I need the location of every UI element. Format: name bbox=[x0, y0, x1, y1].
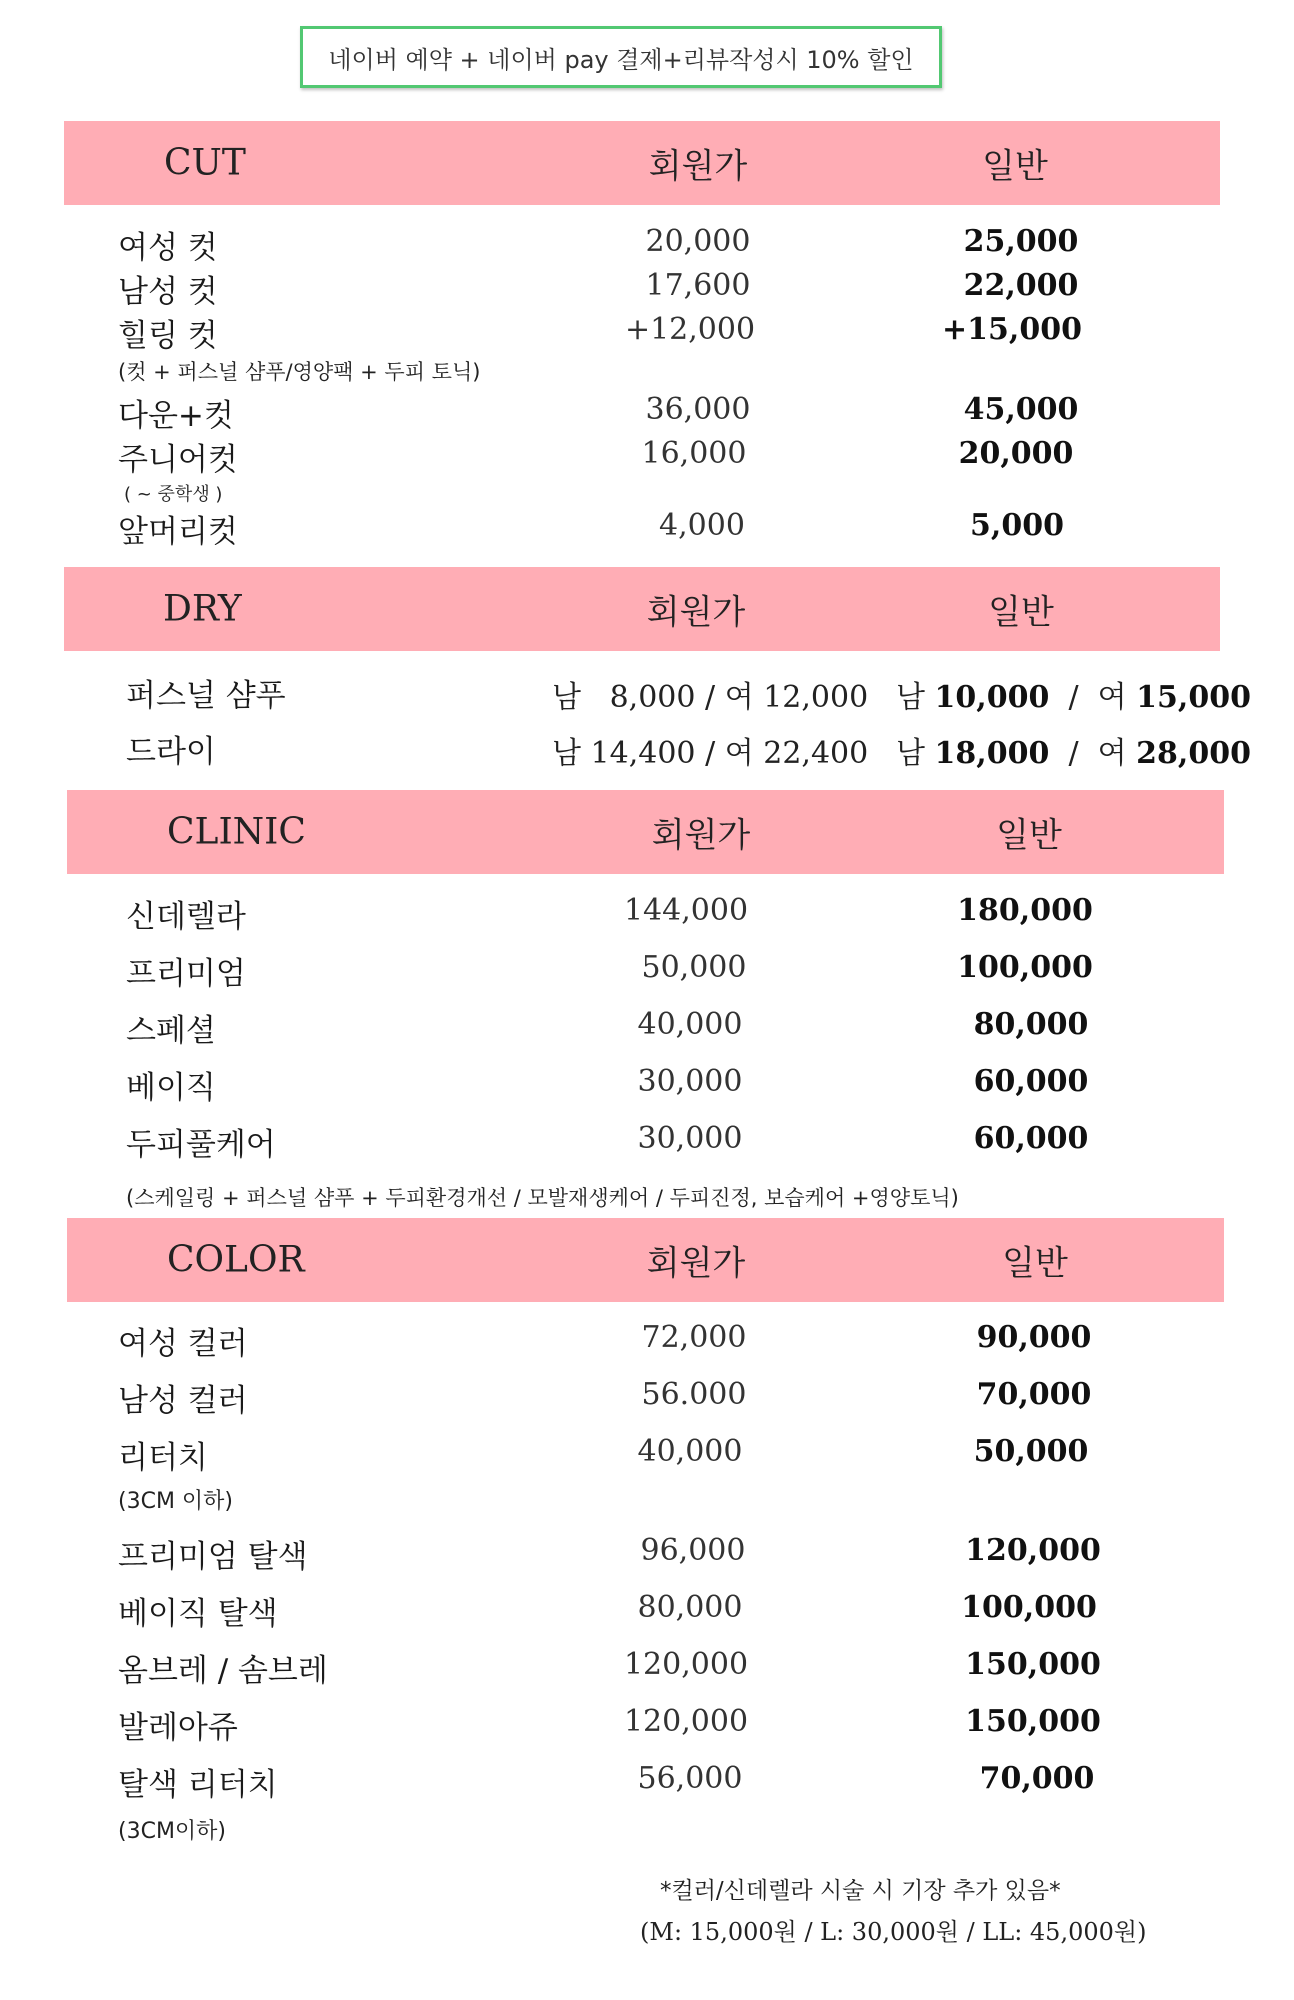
regular-price-gender bbox=[896, 728, 1251, 772]
price-row bbox=[0, 726, 1294, 770]
separator: / bbox=[1068, 680, 1079, 715]
service-note: (3CM이하) bbox=[118, 1819, 227, 1844]
regular-price: 70,000 bbox=[976, 1377, 1092, 1412]
male-label: 남 bbox=[896, 680, 925, 715]
service-note: ( ~ 중학생 ) bbox=[124, 484, 223, 505]
male-price: 14,400 bbox=[590, 736, 696, 771]
member-price: 72,000 bbox=[641, 1320, 747, 1355]
male-price: 18,000 bbox=[934, 736, 1050, 771]
regular-price: 22,000 bbox=[963, 268, 1079, 303]
regular-price: 20,000 bbox=[958, 436, 1074, 471]
price-row bbox=[0, 1588, 1294, 1632]
male-label: 남 bbox=[552, 736, 581, 771]
section-title: COLOR bbox=[167, 1239, 305, 1281]
member-price-header: 회원가 bbox=[646, 592, 746, 633]
female-price: 22,400 bbox=[763, 736, 869, 771]
male-label: 남 bbox=[552, 680, 581, 715]
service-note: (스케일링 + 퍼스널 샴푸 + 두피환경개선 / 모발재생케어 / 두피진정, 보습케어 +영양토닉) bbox=[126, 1186, 959, 1210]
service-note: (3CM 이하) bbox=[118, 1489, 234, 1514]
member-price: 144,000 bbox=[623, 893, 749, 928]
member-price: 40,000 bbox=[637, 1434, 743, 1469]
female-label: 여 bbox=[724, 736, 754, 771]
price-row bbox=[0, 1318, 1294, 1362]
service-name: 프리미엄 탈색 bbox=[118, 1539, 308, 1575]
price-row bbox=[0, 434, 1294, 478]
service-name: 남성 컬러 bbox=[118, 1383, 248, 1419]
female-label: 여 bbox=[1097, 736, 1127, 771]
price-row bbox=[0, 1062, 1294, 1106]
service-name: 두피풀케어 bbox=[126, 1127, 276, 1163]
regular-price-gender bbox=[896, 672, 1251, 716]
price-row bbox=[0, 310, 1294, 354]
regular-price: 50,000 bbox=[973, 1434, 1089, 1469]
regular-price: 150,000 bbox=[965, 1647, 1101, 1682]
member-price: 50,000 bbox=[641, 950, 747, 985]
female-price: 15,000 bbox=[1136, 680, 1251, 715]
service-name: 다운+컷 bbox=[118, 398, 234, 434]
regular-price: 100,000 bbox=[961, 1590, 1097, 1625]
member-price: 56.000 bbox=[641, 1377, 747, 1412]
service-name: 여성 컬러 bbox=[118, 1326, 248, 1362]
service-name: 주니어컷 bbox=[118, 442, 238, 478]
regular-price: 100,000 bbox=[957, 950, 1093, 985]
female-price: 12,000 bbox=[763, 680, 869, 715]
member-price: 30,000 bbox=[637, 1121, 743, 1156]
service-name: 옴브레 / 솜브레 bbox=[118, 1653, 328, 1689]
price-row bbox=[0, 1005, 1294, 1049]
price-row bbox=[0, 1759, 1294, 1803]
price-row bbox=[0, 948, 1294, 992]
service-name: 탈색 리터치 bbox=[118, 1767, 278, 1803]
promo-text: 네이버 예약 + 네이버 pay 결제+리뷰작성시 10% 할인 bbox=[328, 45, 914, 74]
price-row bbox=[0, 670, 1294, 714]
member-price-gender bbox=[552, 728, 868, 772]
member-price: 17,600 bbox=[645, 268, 751, 303]
regular-price: 80,000 bbox=[973, 1007, 1089, 1042]
regular-price: 180,000 bbox=[957, 893, 1093, 928]
price-row bbox=[0, 1645, 1294, 1689]
separator: / bbox=[1068, 736, 1079, 771]
regular-price: 5,000 bbox=[970, 508, 1064, 543]
regular-price: +15,000 bbox=[942, 312, 1082, 347]
service-note: (컷 + 퍼스널 샴푸/영양팩 + 두피 토닉) bbox=[118, 360, 481, 384]
section-title: CLINIC bbox=[167, 811, 306, 853]
price-row bbox=[0, 1375, 1294, 1419]
member-price-header: 회원가 bbox=[646, 1243, 746, 1284]
male-price: 10,000 bbox=[934, 680, 1050, 715]
regular-price-header: 일반 bbox=[988, 592, 1054, 633]
regular-price: 150,000 bbox=[965, 1704, 1101, 1739]
regular-price: 60,000 bbox=[973, 1121, 1089, 1156]
service-name: 앞머리컷 bbox=[118, 514, 238, 550]
service-name: 리터치 bbox=[118, 1440, 208, 1476]
regular-price: 70,000 bbox=[979, 1761, 1095, 1796]
separator: / bbox=[705, 680, 716, 715]
service-name: 신데렐라 bbox=[126, 899, 246, 935]
member-price: 120,000 bbox=[623, 1704, 749, 1739]
member-price: 4,000 bbox=[659, 508, 745, 543]
regular-price: 25,000 bbox=[963, 224, 1079, 259]
member-price: 80,000 bbox=[637, 1590, 743, 1625]
service-name: 스페셜 bbox=[126, 1013, 216, 1049]
price-row bbox=[0, 266, 1294, 310]
regular-price: 45,000 bbox=[963, 392, 1079, 427]
cut-section-header bbox=[64, 121, 1220, 205]
clinic-section-header bbox=[67, 790, 1224, 874]
price-row bbox=[0, 222, 1294, 266]
price-row bbox=[0, 1531, 1294, 1575]
service-name: 베이직 탈색 bbox=[118, 1596, 278, 1632]
female-label: 여 bbox=[1097, 680, 1127, 715]
footer-length-surcharge: (M: 15,000원 / L: 30,000원 / LL: 45,000원) bbox=[640, 1918, 1147, 1946]
member-price-gender bbox=[552, 672, 868, 716]
member-price: 96,000 bbox=[640, 1533, 746, 1568]
member-price: 120,000 bbox=[623, 1647, 749, 1682]
footer-note: *컬러/신데렐라 시술 시 기장 추가 있음* bbox=[660, 1878, 1061, 1904]
member-price: 20,000 bbox=[645, 224, 751, 259]
member-price: +12,000 bbox=[624, 312, 756, 347]
regular-price: 120,000 bbox=[965, 1533, 1101, 1568]
regular-price-header: 일반 bbox=[996, 815, 1062, 856]
dry-section-header bbox=[64, 567, 1220, 651]
member-price-header: 회원가 bbox=[648, 146, 748, 187]
service-name: 힐링 컷 bbox=[118, 318, 218, 354]
service-name: 남성 컷 bbox=[118, 274, 218, 310]
price-row bbox=[0, 891, 1294, 935]
male-price: 8,000 bbox=[609, 680, 696, 715]
member-price-header: 회원가 bbox=[651, 815, 751, 856]
regular-price-header: 일반 bbox=[1002, 1243, 1068, 1284]
promo-banner bbox=[300, 26, 942, 88]
section-title: CUT bbox=[164, 142, 246, 184]
service-name: 발레아쥬 bbox=[118, 1710, 238, 1746]
service-name: 드라이 bbox=[126, 734, 216, 770]
price-row bbox=[0, 390, 1294, 434]
service-name: 퍼스널 샴푸 bbox=[126, 678, 286, 714]
member-price: 30,000 bbox=[637, 1064, 743, 1099]
male-label: 남 bbox=[896, 736, 925, 771]
separator: / bbox=[705, 736, 716, 771]
regular-price: 60,000 bbox=[973, 1064, 1089, 1099]
member-price: 36,000 bbox=[645, 392, 751, 427]
price-row bbox=[0, 1432, 1294, 1476]
service-name: 베이직 bbox=[126, 1070, 216, 1106]
service-name: 여성 컷 bbox=[118, 230, 218, 266]
service-name: 프리미엄 bbox=[126, 956, 246, 992]
price-row bbox=[0, 506, 1294, 550]
price-row bbox=[0, 1702, 1294, 1746]
color-section-header bbox=[67, 1218, 1224, 1302]
member-price: 16,000 bbox=[641, 436, 747, 471]
regular-price: 90,000 bbox=[976, 1320, 1092, 1355]
regular-price-header: 일반 bbox=[982, 146, 1048, 187]
section-title: DRY bbox=[163, 588, 242, 630]
member-price: 40,000 bbox=[637, 1007, 743, 1042]
female-price: 28,000 bbox=[1136, 736, 1251, 771]
price-row bbox=[0, 1119, 1294, 1163]
female-label: 여 bbox=[724, 680, 754, 715]
member-price: 56,000 bbox=[637, 1761, 743, 1796]
